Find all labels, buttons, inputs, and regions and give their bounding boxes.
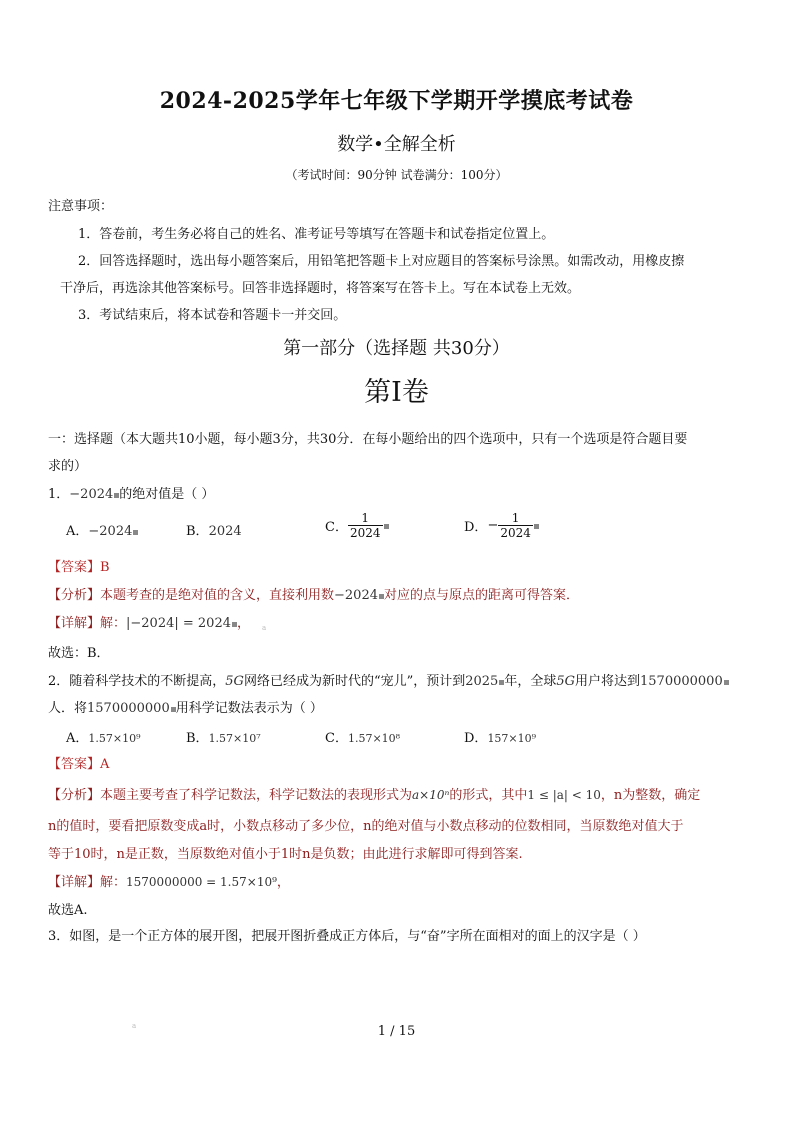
stray-mark: a bbox=[262, 624, 267, 632]
section-heading-line1: 一：选择题（本大题共10小题，每小题3分，共30分．在每小题给出的四个选项中，只有一个选项是符合题目要 bbox=[48, 432, 688, 447]
q2-analysis-line2: n的值时，要看把原数变成a时，小数点移动了多少位，n的绝对值与小数点移动的位数相同，当原数绝对值大于 bbox=[48, 819, 684, 834]
exam-subtitle: 数学•全解全析 bbox=[337, 134, 456, 155]
formula-marker-icon bbox=[133, 530, 138, 535]
q1-option-c: C． $\frac{1}{2024}$ bbox=[325, 511, 389, 540]
q1-option-a: A．−2024 bbox=[66, 520, 138, 539]
formula-marker-icon bbox=[384, 524, 389, 529]
q1-number: 1． bbox=[48, 487, 70, 502]
stray-mark: a bbox=[132, 1022, 137, 1030]
notice-item-2-cont: 干净后，再选涂其他答案标号。回答非选择题时，将答案写在答卡上。写在本试卷上无效。 bbox=[60, 281, 581, 296]
q2-option-d: D．157×10⁹ bbox=[464, 731, 537, 746]
term-5g: 5G bbox=[556, 674, 575, 689]
q1-option-b: B．2024 bbox=[186, 524, 242, 539]
notice-heading: 注意事项： bbox=[48, 199, 114, 214]
q1-stem-text: 的绝对值是（ ） bbox=[119, 487, 215, 502]
term-5g: 5G bbox=[225, 674, 244, 689]
q2-conclusion: 故选A. bbox=[48, 903, 88, 918]
volume-title: 第Ⅰ卷 bbox=[364, 377, 429, 408]
q2-solution: 【详解】解：1570000000 = 1.57×10⁹， bbox=[48, 875, 290, 890]
q1-answer: 【答案】B bbox=[48, 560, 110, 575]
q1-expr: −2024 bbox=[69, 487, 114, 502]
formula-marker-icon bbox=[724, 680, 729, 685]
q2-stem-line1: 2．随着科学技术的不断提高，5G网络已经成为新时代的“宠儿”，预计到2025 年，全球5G用户将达到1570000000 bbox=[48, 670, 729, 689]
notice-item-1: 1．答卷前，考生务必将自己的姓名、准考证号等填写在答题卡和试卷指定位置上。 bbox=[78, 227, 555, 242]
q2-answer: 【答案】A bbox=[48, 757, 110, 772]
notice-item-3: 3．考试结束后，将本试卷和答题卡一并交回。 bbox=[78, 308, 347, 323]
q2-option-a: A．1.57×10⁹ bbox=[66, 731, 141, 746]
notice-item-2: 2．回答选择题时，选出每小题答案后，用铅笔把答题卡上对应题目的答案标号涂黑。如需改动，用橡皮擦 bbox=[78, 254, 685, 269]
exam-info: （考试时间：90分钟 试卷满分：100分） bbox=[285, 168, 508, 182]
q1-analysis: 【分析】本题考查的是绝对值的含义，直接利用数−2024 对应的点与原点的距离可得答案． bbox=[48, 588, 580, 603]
q1-solution: 【详解】解：|−2024| = 2024 ， bbox=[48, 616, 251, 631]
q2-stem-line2: 人．将1570000000 用科学记数法表示为（ ） bbox=[48, 701, 323, 716]
exam-title: 2024-2025学年七年级下学期开学摸底考试卷 bbox=[159, 88, 634, 114]
q1-option-d: D．− $\frac{1}{2024}$ bbox=[464, 511, 539, 540]
q3-stem: 3．如图，是一个正方体的展开图，把展开图折叠成正方体后，与“奋”字所在面相对的面上的汉字是（ ） bbox=[48, 929, 646, 944]
part-title: 第一部分（选择题 共30分） bbox=[283, 338, 510, 359]
q1-stem bbox=[48, 483, 214, 502]
fraction: $\frac{1}{2024}$ bbox=[349, 511, 381, 540]
q1-conclusion: 故选：B． bbox=[48, 646, 110, 661]
fraction: $\frac{1}{2024}$ bbox=[500, 511, 531, 540]
q2-option-c: C．1.57×10⁸ bbox=[325, 731, 401, 746]
q2-option-b: B．1.57×10⁷ bbox=[186, 731, 261, 746]
q2-analysis-line1: 【分析】本题主要考查了科学记数法，科学记数法的表现形式为a×10ⁿ的形式，其中1 ≤ |a| < 10，n为整数，确定 bbox=[48, 788, 701, 803]
q2-analysis-line3: 等于10时，n是正数，当原数绝对值小于1时n是负数；由此进行求解即可得到答案. bbox=[48, 847, 523, 862]
section-heading-line2: 求的） bbox=[48, 459, 88, 474]
formula-marker-icon bbox=[534, 524, 539, 529]
page-number: 1 / 15 bbox=[377, 1024, 416, 1039]
